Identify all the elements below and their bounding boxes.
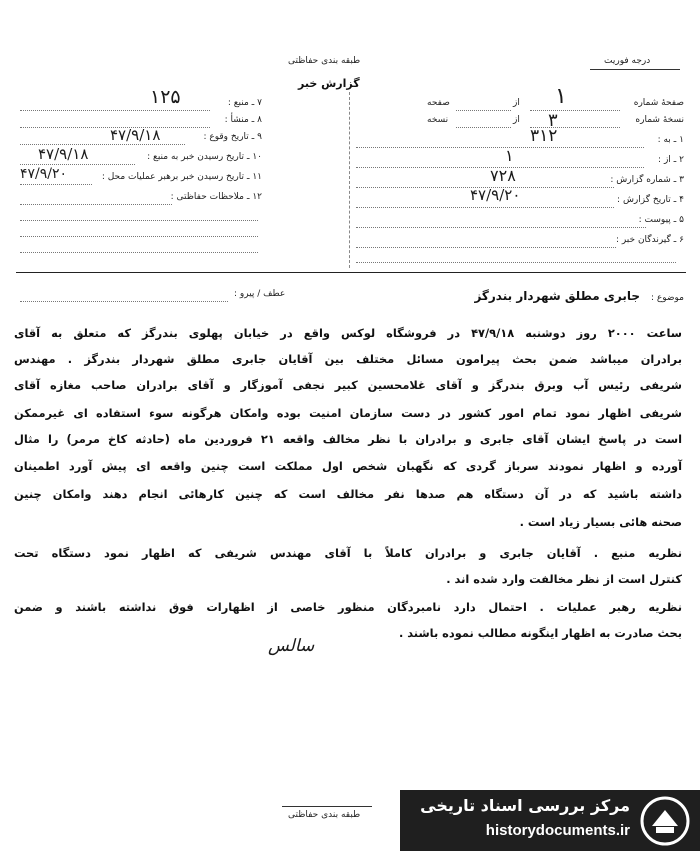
ops-opinion-line: بحث صادرت به اظهار اینگونه مطالب نموده باشند . — [398, 626, 682, 640]
ops-opinion-line: نظریه رهبر عملیات . احتمال دارد نامبردگان منظور خاصی از اظهارات فوق نداشته باشند و ضمن — [14, 600, 682, 614]
field-source-label: ۷ ـ منبع : — [227, 98, 262, 108]
field-received-by-ops-value: ۴۷/۹/۲۰ — [20, 166, 68, 182]
field-received-by-source-label: ۱۰ ـ تاریخ رسیدن خبر به منبع : — [147, 152, 262, 162]
body-line: ساعت ۲۰۰۰ روز دوشنبه ۴۷/۹/۱۸ در فروشگاه لوکس واقع در خیابان پهلوی بندرگز که متعلق به آقای — [14, 326, 682, 340]
field-to-value: ۳۱۲ — [530, 126, 558, 146]
field-page-end: صفحه — [427, 98, 450, 108]
field-page-number-value: ۱ — [555, 84, 567, 109]
field-page-number-label: صفحهٔ شماره — [633, 98, 684, 108]
field-report-date-value: ۴۷/۹/۲۰ — [470, 186, 521, 204]
field-copy-of: از — [513, 115, 520, 125]
body-line: است در پاسخ ایشان آقای جابری و برادران با نظر مخالف واقعه ۲۱ فروردین ماه (حادثه کاخ مرمر) را مثال — [14, 432, 682, 446]
body-line: شریفی رئیس آب وبرق بندرگز و آقای غلامحسین کبیر نجفی آموزگار و آقای برادران صاحب مغازه آقای — [14, 378, 682, 392]
watermark-url: historydocuments.ir — [485, 822, 630, 839]
watermark-title: مرکز بررسی اسناد تاریخی — [420, 796, 630, 815]
body-line: شریفی اظهار نمود تمام امور کشور در دست سازمان امنیت بوده وامکان هرگونه سوء استفاده ای غیرممکن — [14, 406, 682, 420]
atf-label: عطف / پیرو : — [234, 289, 286, 299]
field-from-label: ۲ ـ از : — [658, 155, 684, 165]
source-opinion-line: نظریه منبع . آقایان جابری و برادران کاملاً با آقای مهندس شریفی که اظهار نمود دستگاه تحت — [14, 546, 682, 560]
archive-logo-icon — [640, 796, 690, 846]
field-received-by-ops-label: ۱۱ ـ تاریخ رسیدن خبر برهبر عملیات محل : — [101, 172, 262, 182]
field-occurrence-date-label: ۹ ـ تاریخ وقوع : — [203, 132, 262, 142]
field-copy-number-value: ۳ — [548, 110, 558, 131]
signature: سالس — [268, 636, 315, 656]
field-report-number-label: ۳ ـ شماره گزارش : — [610, 175, 684, 185]
classification-top: طبقه بندی حفاظتی — [288, 56, 361, 66]
field-occurrence-date-value: ۴۷/۹/۱۸ — [110, 126, 161, 144]
watermark-banner — [400, 790, 700, 851]
field-report-date-label: ۴ ـ تاریخ گزارش : — [617, 195, 684, 205]
field-source-value: ۱۲۵ — [150, 86, 181, 108]
source-opinion-line: کنترل است از نظر مخالفت وارد شده اند . — [446, 572, 682, 586]
classification-bottom: طبقه بندی حفاظتی — [288, 810, 361, 820]
body-line: برادران میباشد ضمن بحث پیرامون مسائل مختلف بین آقایان جابری مطلق شهردار بندرگز . مهندس — [14, 352, 682, 366]
field-security-notes-label: ۱۲ ـ ملاحظات حفاظتی : — [170, 192, 262, 202]
field-copy-end: نسخه — [427, 115, 449, 125]
field-recipients-label: ۶ ـ گیرندگان خبر : — [615, 235, 684, 245]
field-attachment-label: ۵ ـ پیوست : — [638, 215, 684, 225]
field-report-number-value: ۷۲۸ — [490, 166, 516, 185]
field-to-label: ۱ ـ به : — [657, 135, 684, 145]
subject-label: موضوع : — [650, 293, 684, 303]
field-origin-label: ۸ ـ منشأ : — [224, 115, 262, 125]
field-received-by-source-value: ۴۷/۹/۱۸ — [38, 145, 89, 163]
report-title: گزارش خبر — [298, 77, 360, 90]
field-page-of: از — [513, 98, 520, 108]
field-copy-number-label: نسخهٔ شماره — [635, 115, 684, 125]
body-line: داشته باشید که در آن دستگاه هم صدها نفر مخالف است که چنین کارهائی انجام دهند وامکان چنین — [14, 487, 682, 501]
body-line: آورده و اظهار نمودند سرباز گردی که نگهبان شخص اول مملکت است چنین واقعه ای پیش آورد اطمینان — [14, 459, 682, 473]
subject-text: جابری مطلق شهردار بندرگز — [474, 289, 640, 303]
body-line: صحنه هائی بسیار زیاد است . — [519, 515, 682, 529]
field-from-value: ۱ — [505, 146, 514, 165]
priority-label: درجه فوریت — [604, 56, 651, 66]
